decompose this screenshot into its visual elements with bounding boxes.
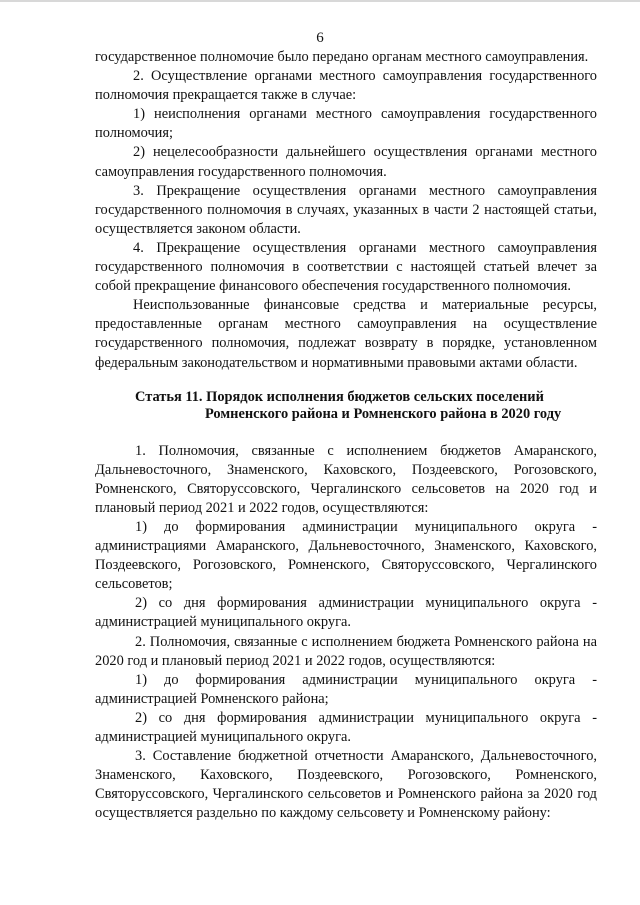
paragraph: 3. Составление бюджетной отчетности Амаранского, Дальневосточного, Знаменского, Каховского, Поздеевского, Рогозовского, Ромненского, Святоруссовского, Чергалинского сельсоветов и Ромненского района за 2020 год осуществляется раздельно по каждому сельсовету и Ромненскому району:: [95, 748, 597, 822]
page-number: 6: [316, 30, 324, 46]
paragraph: 1) до формирования администрации муниципального округа - администрацией Ромненского района;: [95, 671, 597, 707]
document-body: [95, 48, 597, 823]
article-heading-line1: Статья 11. Порядок исполнения бюджетов сельских поселений: [135, 388, 544, 405]
paragraph: 4. Прекращение осуществления органами местного самоуправления государственного полномочия в соответствии с настоящей статьей влечет за собой прекращение финансового обеспечения государственного полномочия.: [95, 239, 597, 295]
paragraph: 3. Прекращение осуществления органами местного самоуправления государственного полномочия в случаях, указанных в части 2 настоящей статьи, осуществляется законом области.: [95, 182, 597, 237]
paragraph: 2. Полномочия, связанные с исполнением бюджета Ромненского района на 2020 год и плановый период 2021 и 2022 годов, осуществляются:: [95, 633, 597, 669]
paragraph: 2) нецелесообразности дальнейшего осуществления органами местного самоуправления государственного полномочия.: [95, 144, 597, 180]
paragraph: 1) неисполнения органами местного самоуправления государственного полномочия;: [95, 106, 597, 142]
paragraph: государственное полномочие было передано органам местного самоуправления.: [95, 49, 589, 65]
paragraph: 2) со дня формирования администрации муниципального округа - администрацией муниципального округа.: [95, 709, 597, 745]
paragraph: 1) до формирования администрации муниципального округа - администрациями Амаранского, Дальневосточного, Знаменского, Каховского, Поздеевского, Рогозовского, Ромненского, Святоруссовского, Чергалинского сельсоветов;: [95, 518, 597, 593]
paragraph: 2. Осуществление органами местного самоуправления государственного полномочия прекращается также в случае:: [95, 68, 597, 104]
paragraph: 1. Полномочия, связанные с исполнением бюджетов Амаранского, Дальневосточного, Знаменского, Каховского, Поздеевского, Рогозовского, Ромненского, Святоруссовского, Чергалинского сельсоветов на 2020 год и плановый период 2021 и 2022 годов, осуществляются:: [95, 442, 597, 516]
article-heading-line2: Ромненского района и Ромненского района в 2020 году: [205, 405, 562, 422]
scan-top-edge: [0, 0, 640, 2]
paragraph: 2) со дня формирования администрации муниципального округа - администрацией муниципального округа.: [95, 595, 597, 631]
paragraph: Неиспользованные финансовые средства и материальные ресурсы, предоставленные органам местного самоуправления на осуществление государственного полномочия, подлежат возврату в порядке, установленном федеральным законодательством и нормативными правовыми актами области.: [95, 297, 597, 371]
article-heading: [95, 389, 597, 423]
